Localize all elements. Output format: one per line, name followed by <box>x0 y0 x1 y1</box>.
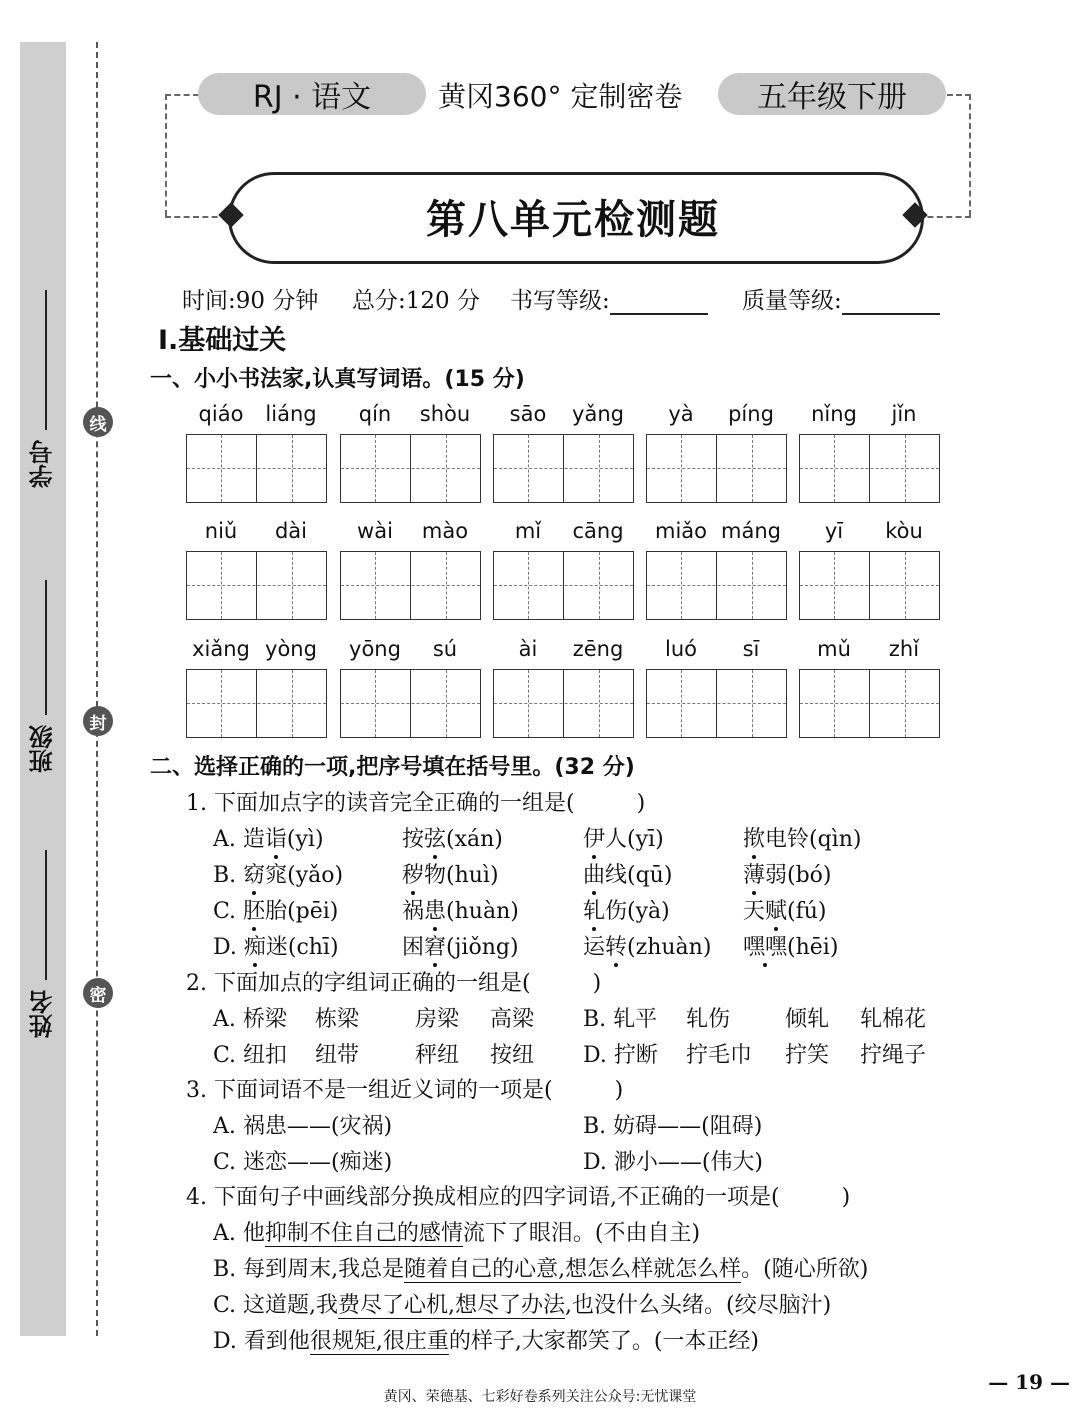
student-no-blank <box>45 290 47 430</box>
writing-box[interactable] <box>186 434 327 503</box>
q4-option-c: C. 这道题,我费尽了心机,想尽了办法,也没什么头绪。(绞尽脑汁) <box>213 1293 832 1318</box>
q1-a-1: A. 造诣(yì) <box>213 827 324 852</box>
pinyin-label: mǐ <box>514 519 542 543</box>
pinyin-label: yī <box>824 519 844 543</box>
q2-option-word: 栋梁 <box>315 1007 360 1032</box>
binding-gutter <box>20 42 66 1336</box>
q2-option-word: A. 桥梁 <box>213 1007 287 1032</box>
header-dash-left-h <box>165 216 227 218</box>
q2-stem: 2. 下面加点的字组词正确的一组是( ) <box>186 971 602 996</box>
q3-option-c: C. 迷恋——(痴迷) <box>213 1150 393 1175</box>
pinyin-label: shòu <box>419 402 471 426</box>
pinyin-label: dài <box>274 519 308 543</box>
writing-box[interactable] <box>646 551 787 620</box>
q2-option-word: 拧绳子 <box>860 1043 927 1068</box>
writing-box[interactable] <box>799 551 940 620</box>
q2-option-word: 轧伤 <box>686 1007 731 1032</box>
part1-heading: 一、小小书法家,认真写词语。(15 分) <box>150 367 525 392</box>
pinyin-label: zēng <box>572 637 624 661</box>
writing-grade-blank[interactable] <box>610 291 708 315</box>
q1-c-2: 祸患(huàn) <box>402 899 519 924</box>
q1-b-1: B. 窈窕(yǎo) <box>213 863 344 888</box>
writing-box[interactable] <box>340 669 481 738</box>
writing-box[interactable] <box>186 551 327 620</box>
q2-option-word: 倾轧 <box>785 1007 830 1032</box>
pinyin-label: qín <box>358 402 392 426</box>
pinyin-label: miǎo <box>654 519 707 543</box>
q1-a-2: 按弦(xán) <box>402 827 503 852</box>
writing-box[interactable] <box>493 434 634 503</box>
pinyin-label: píng <box>728 402 774 426</box>
pinyin-label: kòu <box>885 519 923 543</box>
pinyin-label: yǎng <box>572 402 624 426</box>
series-title: 黄冈360° 定制密卷 <box>438 80 683 113</box>
q2-option-word: B. 轧平 <box>583 1007 658 1032</box>
q1-a-3: 伊人(yī) <box>583 827 664 852</box>
pinyin-label: zhǐ <box>888 637 920 661</box>
q1-a-4: 揿电铃(qìn) <box>743 827 862 852</box>
seal-feng-badge: 封 <box>83 706 113 736</box>
pinyin-label: nǐng <box>811 402 857 426</box>
q4-option-a: A. 他抑制不住自己的感情流下了眼泪。(不由自主) <box>213 1221 701 1246</box>
class-blank <box>45 580 47 715</box>
pinyin-label: máng <box>721 519 781 543</box>
pinyin-label: niǔ <box>204 519 238 543</box>
writing-box[interactable] <box>646 434 787 503</box>
pinyin-label: wài <box>357 519 393 543</box>
binding-dotted-line <box>96 42 98 1336</box>
name-blank <box>45 850 47 980</box>
q2-option-word: C. 纽扣 <box>213 1043 288 1068</box>
writing-box[interactable] <box>186 669 327 738</box>
q4-option-b: B. 每到周末,我总是随着自己的心意,想怎么样就怎么样。(随心所欲) <box>213 1257 869 1282</box>
writing-grade <box>510 282 708 315</box>
q1-c-1: C. 胚胎(pēi) <box>213 899 339 924</box>
seal-line-badge: 线 <box>83 407 113 437</box>
writing-box[interactable] <box>493 551 634 620</box>
q3-option-d: D. 渺小——(伟大) <box>583 1150 764 1175</box>
footer-note: 黄冈、荣德基、七彩好卷系列关注公众号:无忧课堂 <box>383 1389 697 1405</box>
q1-d-2: 困窘(jiǒng) <box>402 935 519 960</box>
q1-stem: 1. 下面加点字的读音完全正确的一组是( ) <box>186 791 646 816</box>
subject-pill: RJ · 语文 <box>198 73 426 115</box>
q3-stem: 3. 下面词语不是一组近义词的一项是( ) <box>186 1078 624 1103</box>
section-heading: Ⅰ.基础过关 <box>158 325 287 356</box>
q1-d-1: D. 痴迷(chī) <box>213 935 339 960</box>
q4-stem: 4. 下面句子中画线部分换成相应的四字词语,不正确的一项是( ) <box>186 1185 851 1210</box>
writing-grade-label: 书写等级: <box>510 288 610 314</box>
q2-option-word: 高梁 <box>490 1007 535 1032</box>
pinyin-label: mǔ <box>817 637 851 661</box>
writing-box[interactable] <box>799 434 940 503</box>
q1-d-3: 运转(zhuàn) <box>583 935 712 960</box>
q4-option-d: D. 看到他很规矩,很庄重的样子,大家都笑了。(一本正经) <box>213 1329 760 1354</box>
q3-option-a: A. 祸患——(灾祸) <box>213 1114 393 1139</box>
q2-option-word: 秤纽 <box>415 1043 460 1068</box>
header-dash-left-v <box>165 94 167 216</box>
q1-b-3: 曲线(qū) <box>583 863 673 888</box>
time-info: 时间:90 分钟 <box>182 288 319 314</box>
q1-d-4: 嘿嘿(hēi) <box>743 935 839 960</box>
pinyin-label: xiǎng <box>192 637 250 661</box>
pinyin-label: cāng <box>572 519 624 543</box>
pinyin-label: yà <box>668 402 694 426</box>
pinyin-label: sī <box>742 637 760 661</box>
total-info: 总分:120 分 <box>352 288 480 314</box>
q2-option-word: 纽带 <box>315 1043 360 1068</box>
q3-option-b: B. 妨碍——(阻碍) <box>583 1114 763 1139</box>
writing-box[interactable] <box>799 669 940 738</box>
q1-c-3: 轧伤(yà) <box>583 899 670 924</box>
header-dash-left <box>165 94 199 96</box>
page-title: 第八单元检测题 <box>426 196 720 243</box>
page-number: — 19 — <box>988 1370 1070 1394</box>
q1-b-4: 薄弱(bó) <box>743 863 832 888</box>
pinyin-label: sú <box>432 637 458 661</box>
seal-mi-badge: 密 <box>83 978 113 1008</box>
class-label: 班级 <box>29 725 57 773</box>
q2-option-word: 按纽 <box>490 1043 535 1068</box>
pinyin-label: luó <box>665 637 697 661</box>
q1-b-2: 秽物(huì) <box>402 863 499 888</box>
q2-option-word: 房梁 <box>415 1007 460 1032</box>
quality-grade <box>742 282 940 315</box>
student-no-label: 学号 <box>29 440 57 488</box>
part2-heading: 二、选择正确的一项,把序号填在括号里。(32 分) <box>150 755 635 780</box>
q2-option-word: D. 拧断 <box>583 1043 658 1068</box>
q1-c-4: 天赋(fú) <box>743 899 827 924</box>
pinyin-label: mào <box>421 519 469 543</box>
quality-grade-blank[interactable] <box>842 291 940 315</box>
pinyin-label: jǐn <box>891 402 917 426</box>
grade-pill: 五年级下册 <box>718 73 946 115</box>
q2-option-word: 轧棉花 <box>860 1007 927 1032</box>
q2-option-word: 拧毛巾 <box>686 1043 753 1068</box>
writing-box[interactable] <box>493 669 634 738</box>
header-dash-right <box>947 94 971 96</box>
header-dash-right-v <box>969 94 971 216</box>
writing-box[interactable] <box>340 551 481 620</box>
pinyin-label: ài <box>518 637 538 661</box>
pinyin-label: yòng <box>265 637 317 661</box>
name-label: 姓名 <box>29 990 57 1038</box>
pinyin-label: qiáo <box>198 402 244 426</box>
pinyin-label: yōng <box>349 637 401 661</box>
quality-grade-label: 质量等级: <box>742 288 842 314</box>
q2-option-word: 拧笑 <box>785 1043 830 1068</box>
pinyin-label: liáng <box>265 402 317 426</box>
writing-box[interactable] <box>646 669 787 738</box>
writing-box[interactable] <box>340 434 481 503</box>
pinyin-label: sāo <box>509 402 547 426</box>
